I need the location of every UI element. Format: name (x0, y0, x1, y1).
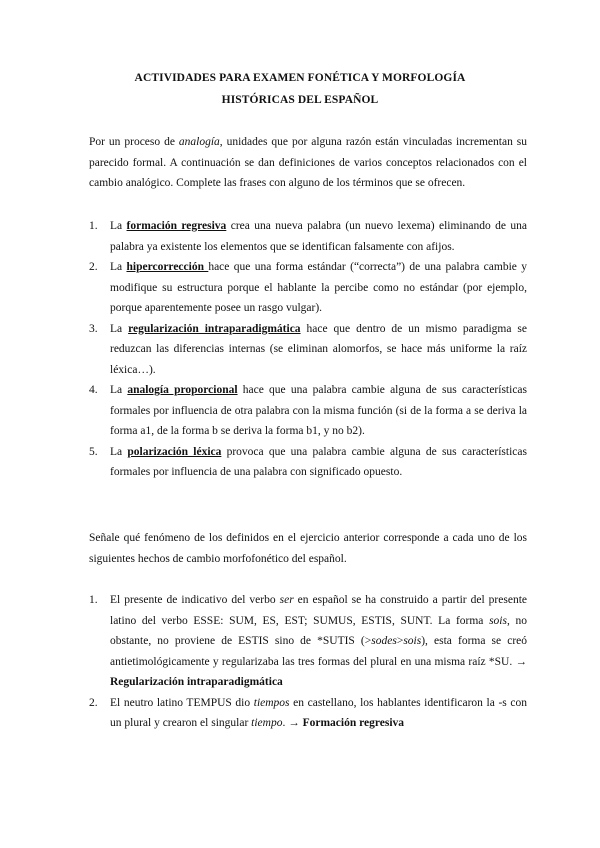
exercise-text: El neutro latino TEMPUS dio (110, 696, 254, 709)
list-number: 2. (89, 696, 98, 709)
definition-item (89, 319, 527, 381)
definition-term: analogía proporcional (127, 384, 238, 396)
definition-lead: La (110, 261, 127, 273)
document-title-line-2: HISTÓRICAS DEL ESPAÑOL (221, 94, 379, 106)
definitions-list (89, 216, 527, 483)
definition-item (89, 257, 527, 319)
exercise-text: en español se ha construido a partir del presente latino del verbo ESSE: SUM, ES, EST; SUMUS, ESTIS, SUNT. La forma (110, 594, 527, 627)
definition-lead: La (110, 220, 127, 232)
definition-text: hace que una forma estándar (“correcta”) de una palabra cambie y modifique su estructura porque el hablante la percibe como no estándar (por ejemplo, porque aparentemente posee un rasgo vulgar). (110, 261, 527, 314)
definition-term: formación regresiva (126, 220, 227, 232)
italic-word: tiempo (251, 717, 283, 729)
definition-lead: La (110, 384, 128, 396)
instructions-paragraph: Señale qué fenómeno de los definidos en el ejercicio anterior corresponde a cada uno de los siguientes hechos de cambio morfofonético del español. (89, 532, 527, 565)
list-number: 2. (89, 261, 98, 273)
exercise-text: en castellano, los hablantes identificaron la -s con un plural y crearon el singular (110, 696, 527, 729)
list-number: 5. (89, 445, 98, 458)
list-number: 4. (89, 384, 98, 396)
exercise-text: ), esta forma se creó antietimológicamente y regularizaba las tres formas del plural en una misma raíz *SU. (110, 635, 527, 668)
definition-item (89, 380, 527, 442)
document-title-line-1: ACTIVIDADES PARA EXAMEN FONÉTICA Y MORFOLOGÍA (134, 72, 466, 84)
definition-text: crea una nueva palabra (un nuevo lexema) eliminando de una palabra ya existente los elementos que se identifican falsamente con afijos. (110, 220, 527, 253)
definition-text: hace que dentro de un mismo paradigma se reduzcan las diferencias internas (se eliminan alomorfos, se hace más uniforme la raíz léxica…). (110, 322, 527, 376)
intro-paragraph (89, 132, 527, 194)
italic-word: ser (279, 594, 294, 606)
exercise-item (89, 590, 527, 693)
definition-term: polarización léxica (127, 445, 222, 458)
definition-term: hipercorrección (126, 261, 209, 273)
exercise-item (89, 693, 527, 734)
intro-text-start: Por un proceso de (89, 136, 179, 148)
exercise-answer: → Formación regresiva (288, 717, 405, 729)
definition-text: hace que una palabra cambie alguna de sus características formales por influencia de otra palabra con la misma función (si de la forma a se deriva la forma a1, de la forma b se deriva la forma b1, y no b2). (110, 384, 528, 437)
list-number: 1. (89, 220, 98, 232)
italic-word: sodes (371, 635, 397, 647)
exercise-text: . (282, 717, 289, 729)
italic-word: tiempos (253, 696, 290, 709)
exercise-list (89, 590, 527, 734)
intro-italic-term: analogía (178, 136, 220, 148)
italic-word: sois (489, 614, 507, 627)
exercise-text: > (396, 635, 404, 647)
definition-item (89, 216, 527, 257)
definition-text: provoca que una palabra cambie alguna de sus características formales por influencia de una palabra con significado opuesto. (110, 445, 527, 478)
list-number: 3. (89, 322, 98, 335)
exercise-text: El presente de indicativo del verbo (110, 594, 280, 606)
exercise-text: , no obstante, no proviene de ESTIS sino de *SUTIS (> (110, 614, 528, 647)
exercise-answer: → Regularización intraparadigmática (110, 655, 527, 688)
definition-item (89, 442, 527, 483)
definition-lead: La (110, 322, 129, 335)
definition-term: regularización intraparadigmática (128, 322, 301, 335)
definition-lead: La (110, 445, 128, 458)
italic-word: sois (403, 635, 422, 647)
list-number: 1. (89, 594, 98, 606)
intro-text-rest: , unidades que por alguna razón están vinculadas incrementan su parecido formal. A continuación se dan definiciones de varios conceptos relacionados con el cambio analógico. Complete las frases con alguno de los términos que se ofrecen. (89, 136, 528, 189)
